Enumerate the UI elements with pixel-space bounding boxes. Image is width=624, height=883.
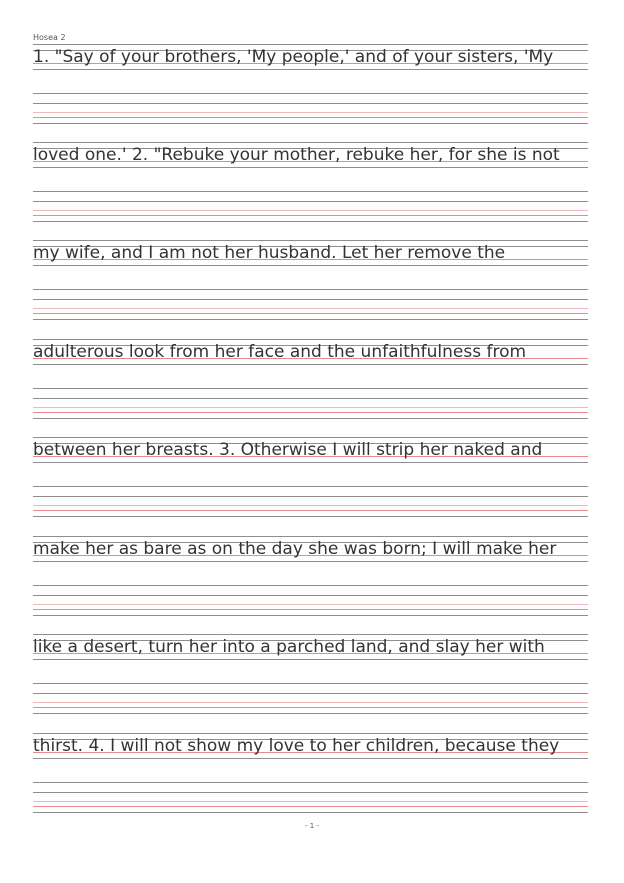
guide-line [33,812,588,813]
guide-line [33,201,588,202]
guide-line [33,339,588,340]
writing-block [33,44,588,142]
guide-line [33,693,588,694]
guide-line [33,801,588,802]
guide-line [33,142,588,143]
guide-line [33,289,588,290]
writing-block [33,733,588,831]
guide-line [33,44,588,45]
page-header-title: Hosea 2 [33,33,66,42]
guide-line [33,364,588,365]
guide-line [33,69,588,70]
writing-block [33,240,588,338]
guide-line [33,758,588,759]
copy-text-line: my wife, and I am not her husband. Let her remove the [33,243,506,263]
guide-line [33,615,588,616]
guide-line [33,792,588,793]
guide-line [33,486,588,487]
guide-line [33,733,588,734]
copy-text-line: between her breasts. 3. Otherwise I will strip her naked and [33,440,543,460]
writing-block [33,142,588,240]
guide-line [33,604,588,605]
guide-line [33,782,588,783]
guide-line [33,437,588,438]
writing-block [33,634,588,732]
guide-line [33,713,588,714]
guide-line [33,561,588,562]
guide-line [33,516,588,517]
guide-line [33,496,588,497]
writing-block [33,339,588,437]
guide-line [33,707,588,708]
guide-line [33,299,588,300]
guide-line [33,240,588,241]
guide-line [33,683,588,684]
guide-line [33,167,588,168]
guide-line [33,595,588,596]
copy-text-line: make her as bare as on the day she was born; I will make her [33,539,557,559]
writing-block [33,437,588,535]
guide-line [33,536,588,537]
guide-line [33,634,588,635]
guide-line [33,505,588,506]
guide-line [33,412,588,413]
writing-block [33,536,588,634]
guide-line [33,191,588,192]
guide-line [33,510,588,511]
copy-text-line: loved one.' 2. "Rebuke your mother, rebuke her, for she is not [33,145,560,165]
guide-line [33,659,588,660]
copy-text-line: thirst. 4. I will not show my love to her children, because they [33,736,560,756]
guide-line [33,112,588,113]
page-number: - 1 - [305,822,319,830]
guide-line [33,319,588,320]
guide-line [33,702,588,703]
guide-line [33,210,588,211]
guide-line [33,407,588,408]
copy-text-line: like a desert, turn her into a parched land, and slay her with [33,637,545,657]
guide-line [33,221,588,222]
copy-text-line: adulterous look from her face and the unfaithfulness from [33,342,527,362]
guide-line [33,388,588,389]
guide-line [33,806,588,807]
guide-line [33,117,588,118]
guide-line [33,398,588,399]
guide-line [33,215,588,216]
guide-line [33,308,588,309]
guide-line [33,123,588,124]
guide-line [33,103,588,104]
guide-line [33,462,588,463]
guide-line [33,585,588,586]
guide-line [33,313,588,314]
guide-line [33,418,588,419]
copy-text-line: 1. "Say of your brothers, 'My people,' and of your sisters, 'My [33,47,554,67]
guide-line [33,93,588,94]
guide-line [33,265,588,266]
guide-line [33,609,588,610]
